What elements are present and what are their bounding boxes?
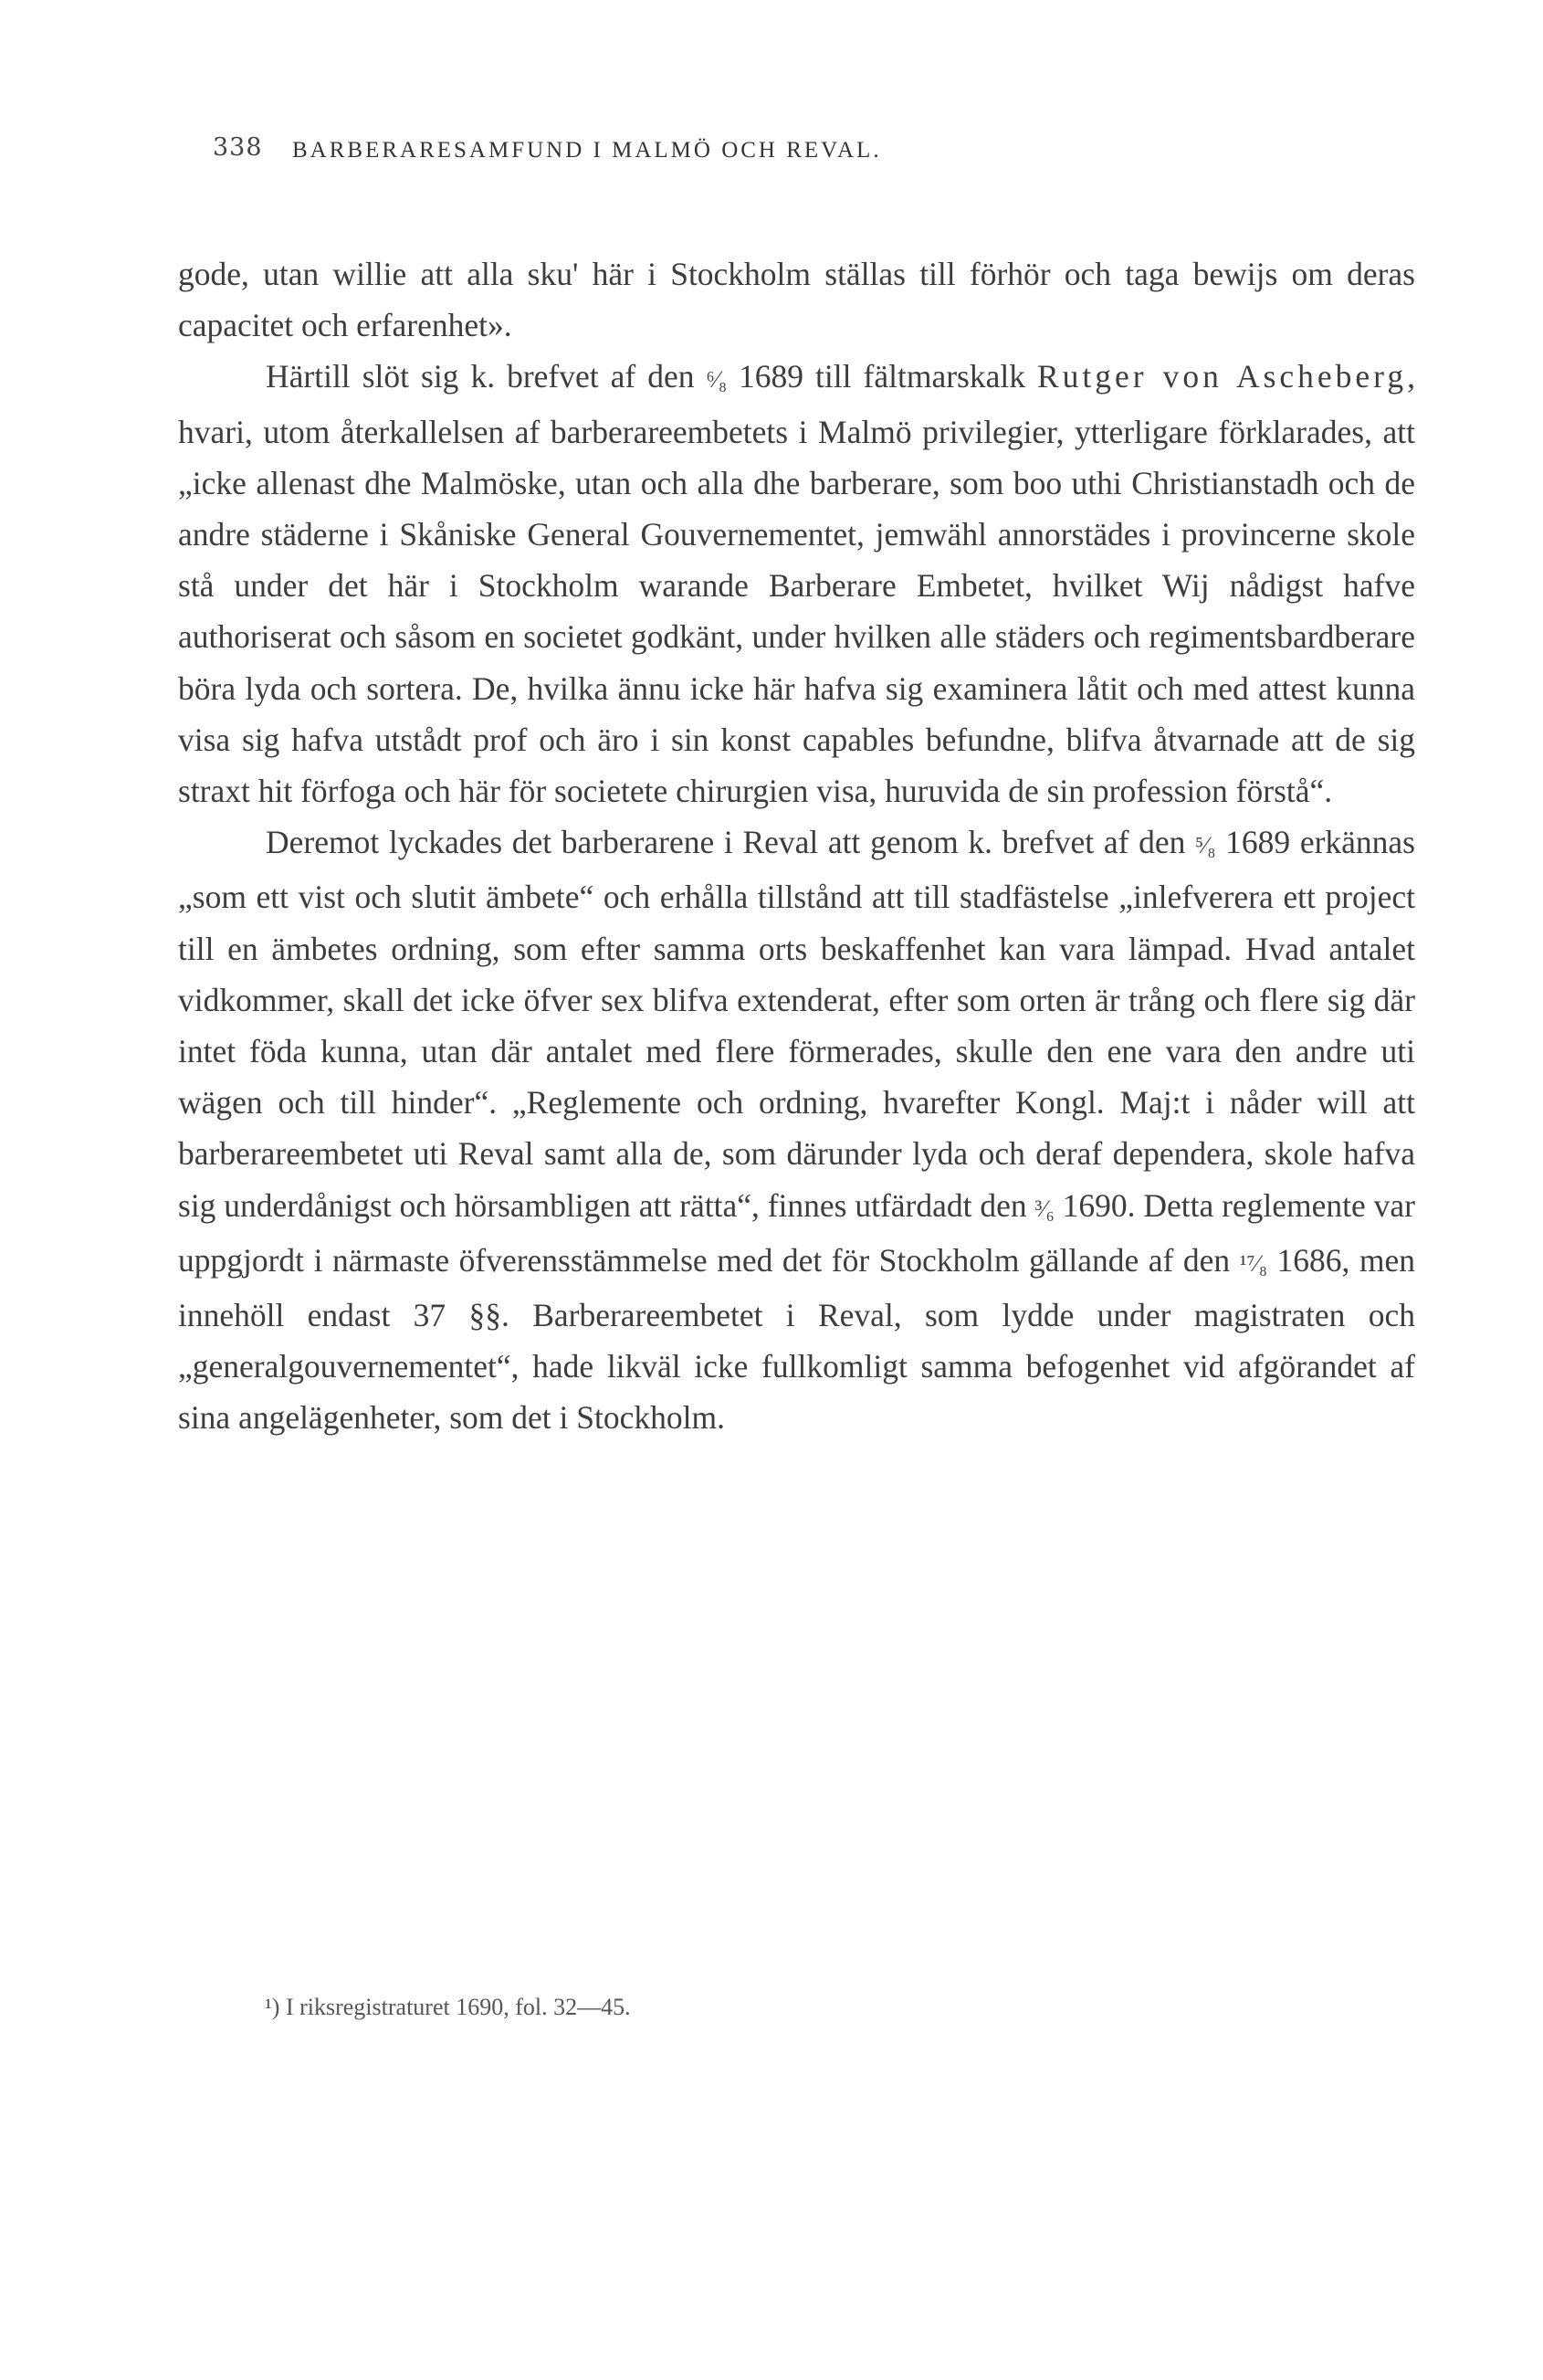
paragraph-1-text: gode, utan willie att alla sku' här i Stockholm ställas till förhör och taga bewijs om deras capacitet och erfarenhet».: [178, 256, 1415, 344]
paragraph-3-text-c: 1690. Detta reglemente var uppgjordt i närmaste öfverensstämmelse med det för Stockholm gällande af den: [178, 1186, 1415, 1279]
paragraph-3-text-a: Deremot lyckades det barberarene i Reval att genom k. brefvet af den: [266, 824, 1196, 861]
page-header: [0, 133, 1543, 170]
footnote-text: I riksregistraturet 1690, fol. 32—45.: [285, 1994, 631, 2020]
paragraph-3: [178, 816, 1415, 1443]
date-fraction: ³⁄₆: [1034, 1195, 1055, 1222]
footnote: [265, 1994, 631, 2021]
paragraph-2-text-a: Härtill slöt sig k. brefvet af den: [266, 358, 707, 395]
footnote-marker: ¹): [265, 1994, 280, 2020]
paragraph-2-text-b: 1689 till fältmarskalk: [727, 358, 1037, 395]
body-text: [178, 248, 1415, 1444]
paragraph-3-text-b: 1689 erkännas „som ett vist och slutit ämbete“ och erhålla tillstånd att till stadfästelse „inlefverera ett project till en ämbetes ordning, som efter samma orts beskaffenhet kan vara lämpad. Hvad antalet vidkommer, skall det icke öfver sex blifva extenderat, efter som orten är trång och flere sig där intet föda kunna, utan där antalet med flere förmerades, skulle den ene vara den andre uti wägen och till hinder“. „Reglemente och ordning, hvarefter Kongl. Maj:t i nåder will att barberareembetet uti Reval samt alla de, som därunder lyda och deraf dependera, skole hafva sig underdånigst och hörsambligen att rätta“, finnes utfärdadt den: [178, 824, 1415, 1224]
paragraph-2: [178, 351, 1415, 816]
date-fraction: ¹⁷⁄₈: [1239, 1249, 1267, 1277]
running-head: BARBERARESAMFUND I MALMÖ OCH REVAL.: [292, 138, 882, 163]
paragraph-1: [178, 248, 1415, 351]
date-fraction: ⁵⁄₈: [1195, 832, 1216, 859]
paragraph-2-text-c: , hvari, utom återkallelsen af barberareembetets i Malmö privilegier, ytterligare förklarades, att „icke allenast dhe Malmöske, utan och alla dhe barberare, som boo uthi Christianstadh och de andre städerne i Skåniske General Gouvernementet, jemwähl annorstädes i provincerne skole stå under det här i Stockholm warande Barberare Embetet, hvilket Wij nådigst hafve authoriserat och såsom en societet godkänt, under hvilken alle städers och regimentsbardberare böra lyda och sortera. De, hvilka ännu icke här hafva sig examinera låtit och med attest kunna visa sig hafva utstådt prof och äro i sin konst capables befundne, blifva åtvarnade att de sig straxt hit förfoga och här för societete chirurgien visa, huruvida de sin profession förstå“.: [178, 358, 1415, 810]
page-number: 338: [213, 133, 263, 162]
date-fraction: ⁶⁄₈: [706, 366, 728, 394]
person-name: Rutger von Ascheberg: [1037, 358, 1408, 395]
paragraph-3-text-d: 1686, men innehöll endast 37 §§. Barberareembetet i Reval, som lydde under magistraten och „generalgouvernementet“, hade likväl icke fullkomligt samma befogenhet vid afgörandet af sina angelägenheter, som det i Stockholm.: [178, 1241, 1415, 1437]
